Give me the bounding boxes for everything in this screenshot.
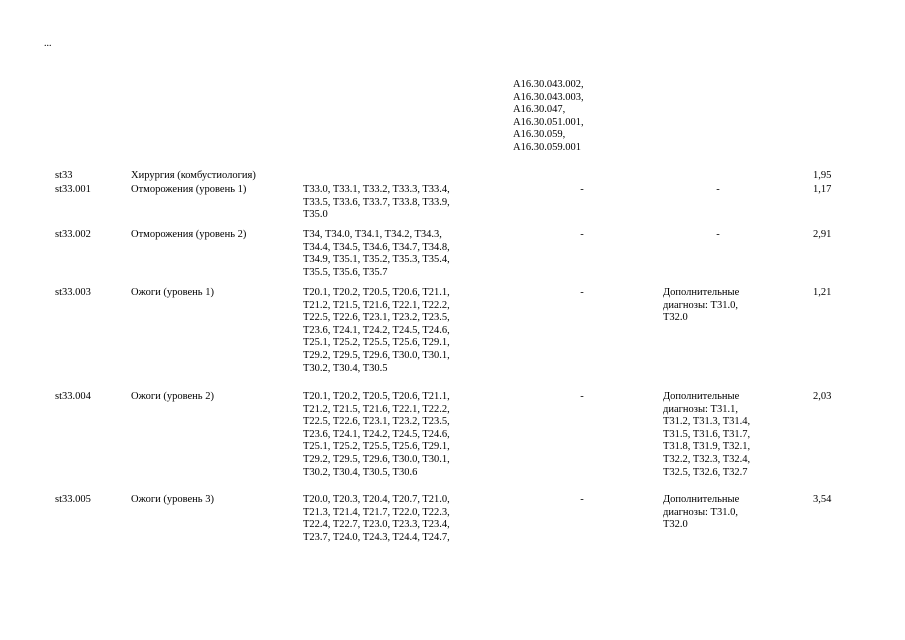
group-code: st33 (55, 170, 73, 181)
row-coef: 2,03 (813, 391, 832, 402)
row-code: st33.002 (55, 229, 91, 240)
row-name: Отморожения (уровень 2) (131, 229, 247, 240)
row-diagnoses: T20.0, T20.3, T20.4, T20.7, T21.0, T21.3, T21.4, T21.7, T22.0, T22.3, T22.4, T22.7, T23.0, T23.3, T23.4, T23.7, T24.0, T24.3, T24.4, T24.7, (303, 494, 450, 543)
group-coef: 1,95 (813, 170, 832, 181)
row-coef: 1,21 (813, 287, 832, 298)
page-marker: ... (44, 38, 52, 49)
row-name: Отморожения (уровень 1) (131, 184, 247, 195)
group-name: Хирургия (комбустиология) (131, 170, 256, 181)
row-name: Ожоги (уровень 1) (131, 287, 214, 298)
row-operations: - (580, 287, 584, 298)
row-name: Ожоги (уровень 2) (131, 391, 214, 402)
row-additional: Дополнительные диагнозы: T31.0, T32.0 (663, 494, 740, 531)
row-code: st33.001 (55, 184, 91, 195)
row-code: st33.004 (55, 391, 91, 402)
row-diagnoses: T20.1, T20.2, T20.5, T20.6, T21.1, T21.2, T21.5, T21.6, T22.1, T22.2, T22.5, T22.6, T23.1, T23.2, T23.5, T23.6, T24.1, T24.2, T24.5, T24.6, T25.1, T25.2, T25.5, T25.6, T29.1, T29.2, T29.5, T29.6, T30.0, T30.1, T30.2, T30.4, T30.5, T30.6 (303, 391, 450, 478)
row-code: st33.005 (55, 494, 91, 505)
row-additional: - (716, 184, 720, 195)
row-coef: 3,54 (813, 494, 832, 505)
row-diagnoses: T33.0, T33.1, T33.2, T33.3, T33.4, T33.5, T33.6, T33.7, T33.8, T33.9, T35.0 (303, 184, 450, 221)
row-operations: - (580, 229, 584, 240)
row-additional: Дополнительные диагнозы: T31.1, T31.2, T31.3, T31.4, T31.5, T31.6, T31.7, T31.8, T31.9, T32.1, T32.2, T32.3, T32.4, T32.5, T32.6, T32.7 (663, 391, 751, 478)
continuation-operations-cell: A16.30.043.002, A16.30.043.003, A16.30.047, A16.30.051.001, A16.30.059, A16.30.059.001 (513, 79, 584, 153)
row-additional: Дополнительные диагнозы: T31.0, T32.0 (663, 287, 740, 324)
row-operations: - (580, 184, 584, 195)
row-coef: 2,91 (813, 229, 832, 240)
row-diagnoses: T20.1, T20.2, T20.5, T20.6, T21.1, T21.2, T21.5, T21.6, T22.1, T22.2, T22.5, T22.6, T23.1, T23.2, T23.5, T23.6, T24.1, T24.2, T24.5, T24.6, T25.1, T25.2, T25.5, T25.6, T29.1, T29.2, T29.5, T29.6, T30.0, T30.1, T30.2, T30.4, T30.5 (303, 287, 450, 374)
row-code: st33.003 (55, 287, 91, 298)
row-name: Ожоги (уровень 3) (131, 494, 214, 505)
row-operations: - (580, 391, 584, 402)
row-operations: - (580, 494, 584, 505)
row-coef: 1,17 (813, 184, 832, 195)
row-diagnoses: T34, T34.0, T34.1, T34.2, T34.3, T34.4, T34.5, T34.6, T34.7, T34.8, T34.9, T35.1, T35.2, T35.3, T35.4, T35.5, T35.6, T35.7 (303, 229, 450, 278)
row-additional: - (716, 229, 720, 240)
